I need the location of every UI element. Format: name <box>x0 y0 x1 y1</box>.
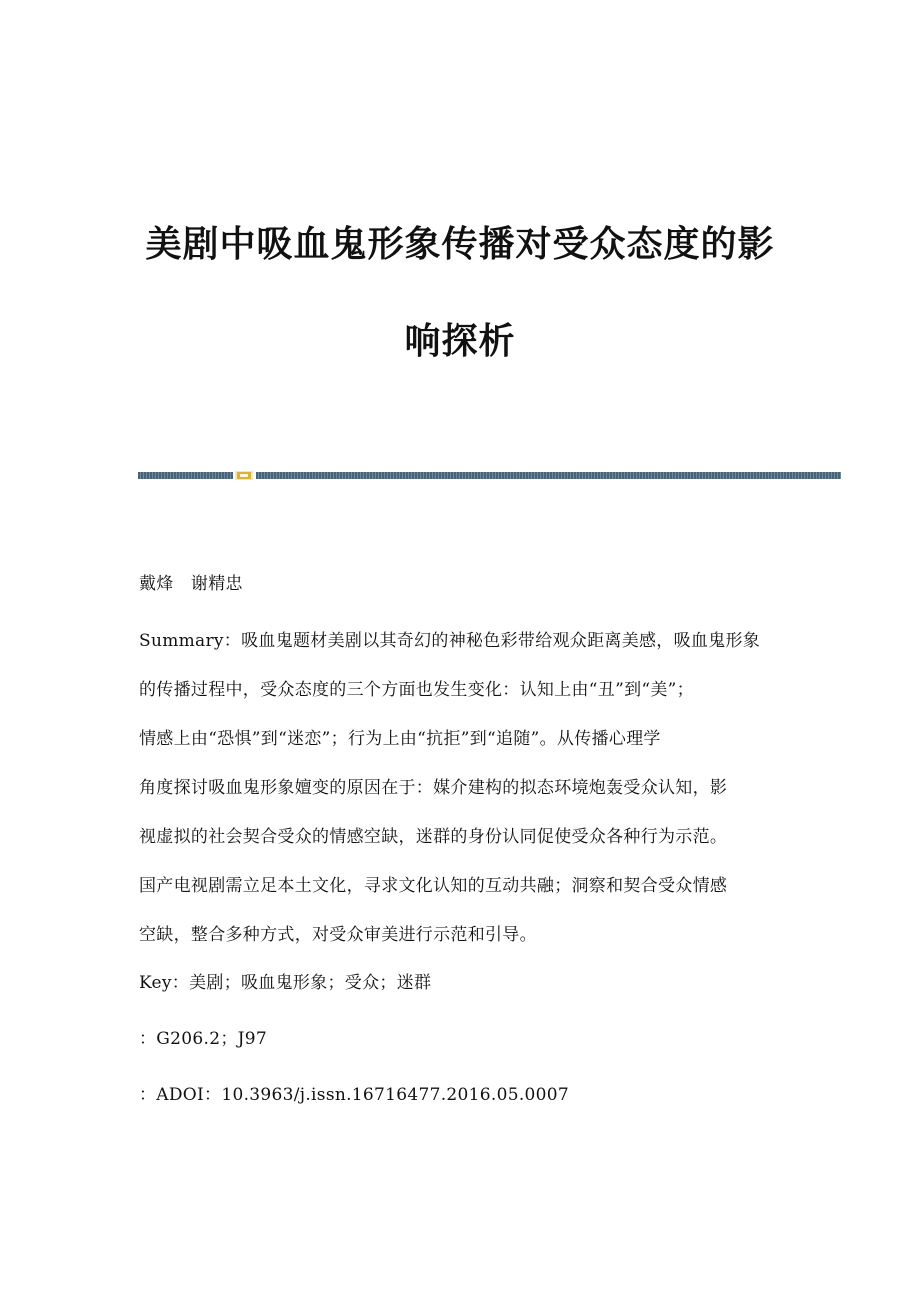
authors: 戴烽 谢精忠 <box>139 574 243 594</box>
title-divider <box>138 471 841 479</box>
doi: ：ADOI：10.3963/j.issn.16716477.2016.05.0007 <box>139 1085 569 1105</box>
keywords: Key：美剧；吸血鬼形象；受众；迷群 <box>139 973 432 993</box>
classification-number: ：G206.2；J97 <box>139 1029 267 1049</box>
divider-right-segment <box>256 472 841 479</box>
document-title-line-2: 响探析 <box>404 321 516 362</box>
abstract-line: 的传播过程中，受众态度的三个方面也发生变化：认知上由“丑”到“美”； <box>139 680 694 700</box>
divider-left-segment <box>138 472 233 479</box>
abstract-line: 国产电视剧需立足本土文化，寻求文化认知的互动共融；洞察和契合受众情感 <box>139 876 728 896</box>
abstract-line: 情感上由“恐惧”到“迷恋”；行为上由“抗拒”到“追随”。从传播心理学 <box>139 729 661 749</box>
abstract-line: Summary：吸血鬼题材美剧以其奇幻的神秘色彩带给观众距离美感，吸血鬼形象 <box>139 631 761 651</box>
abstract-line: 空缺，整合多种方式，对受众审美进行示范和引导。 <box>139 925 537 945</box>
divider-ornament-icon <box>235 471 253 480</box>
document-title-line-1: 美剧中吸血鬼形象传播对受众态度的影 <box>145 224 775 265</box>
abstract-line: 视虚拟的社会契合受众的情感空缺，迷群的身份认同促使受众各种行为示范。 <box>139 827 728 847</box>
abstract-line: 角度探讨吸血鬼形象嬗变的原因在于：媒介建构的拟态环境炮轰受众认知，影 <box>139 778 728 798</box>
abstract <box>139 617 760 960</box>
